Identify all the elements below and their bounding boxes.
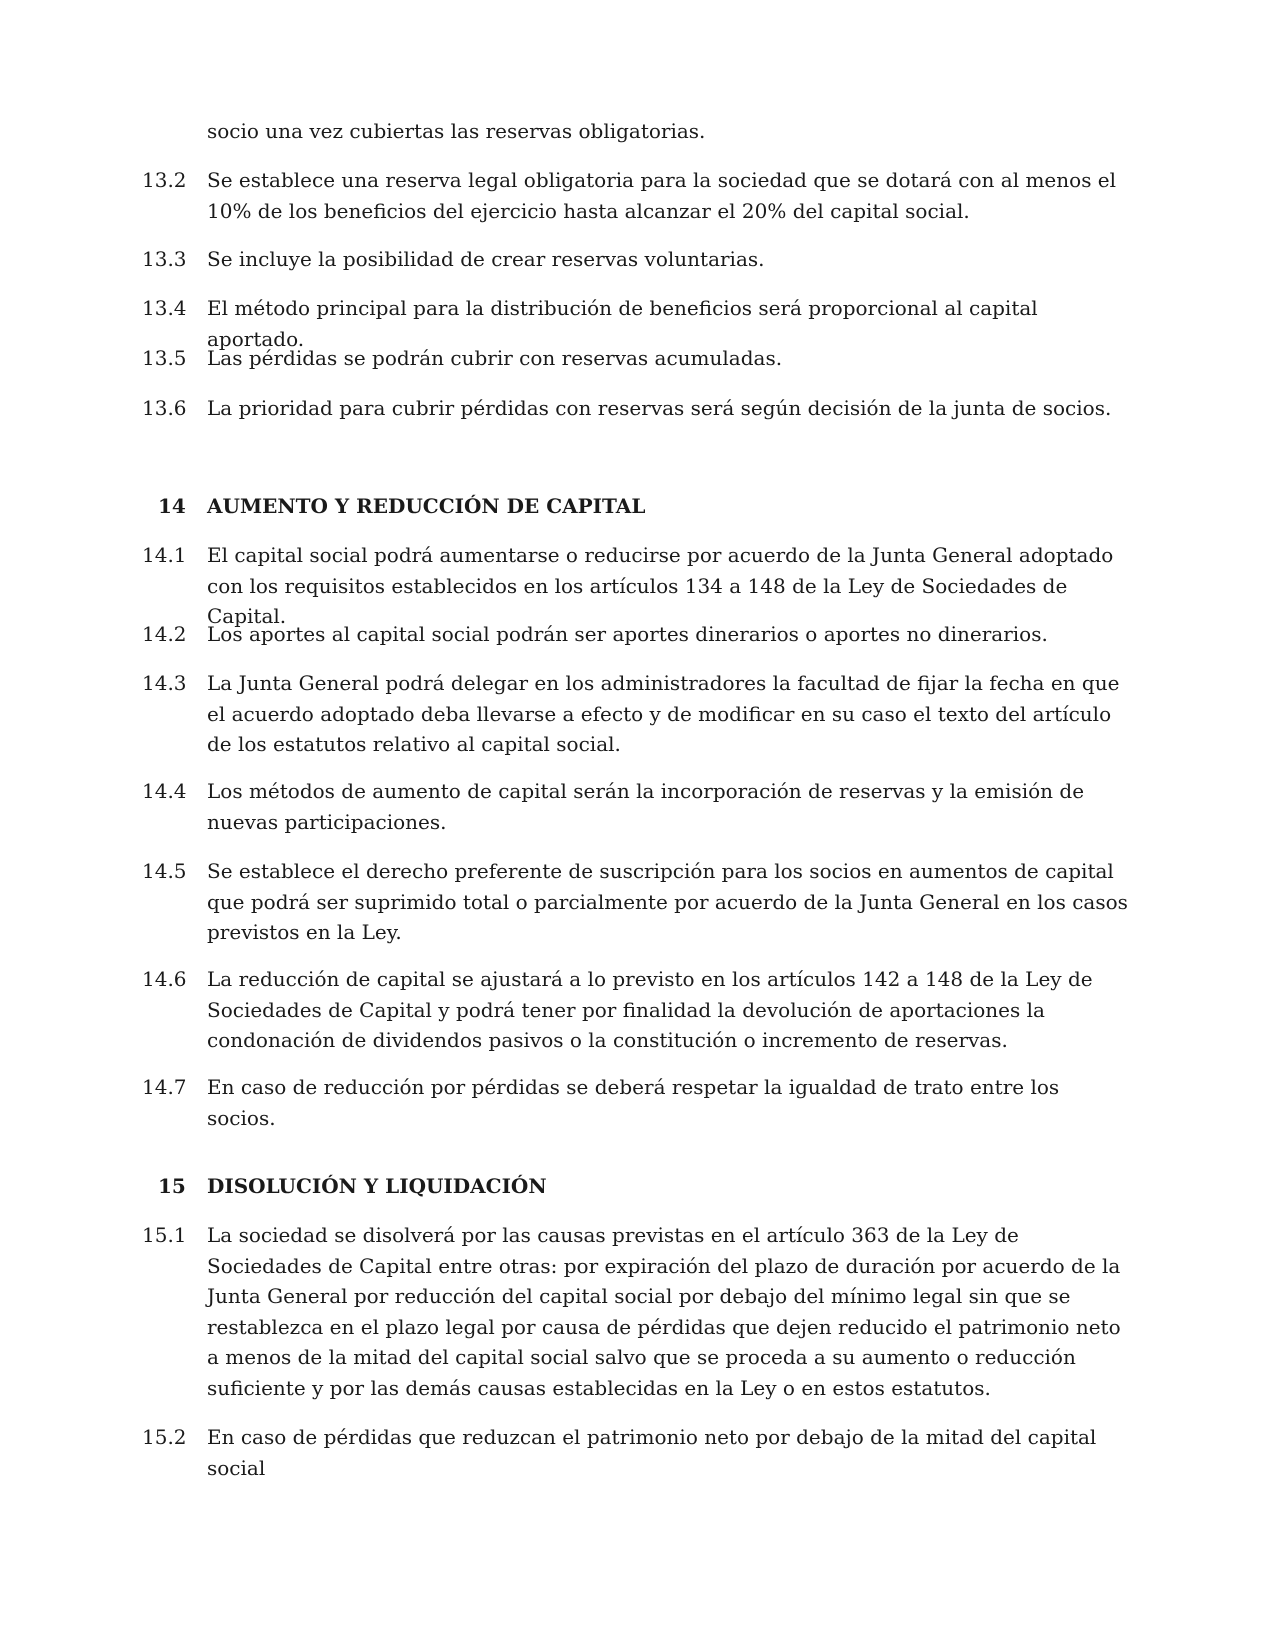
clause-text: El capital social podrá aumentarse o reducirse por acuerdo de la Junta General adoptado con los requisitos establecidos en los artículos 134 a 148 de la Ley de Sociedades de Capital. — [207, 543, 1114, 628]
clause-text: Se establece una reserva legal obligatoria para la sociedad que se dotará con al menos el 10% de los beneficios del ejercicio hasta alcanzar el 20% del capital social. — [207, 168, 1117, 223]
paragraph-text: socio una vez cubiertas las reservas obligatorias. — [207, 119, 706, 143]
clause-number: 14.4 — [142, 779, 187, 803]
section-number: 15 — [158, 1174, 186, 1198]
clause-number: 13.6 — [142, 396, 187, 420]
clause-text: El método principal para la distribución de beneficios será proporcional al capital aportado. — [207, 296, 1038, 351]
section-title: AUMENTO Y REDUCCIÓN DE CAPITAL — [207, 494, 646, 518]
clause-text: Los métodos de aumento de capital serán la incorporación de reservas y la emisión de nuevas participaciones. — [207, 779, 1085, 834]
clause-text: La reducción de capital se ajustará a lo previsto en los artículos 142 a 148 de la Ley de Sociedades de Capital y podrá tener por finalidad la devolución de aportaciones la condonación de dividendos pasivos o la constitución o incremento de reservas. — [207, 967, 1093, 1052]
clause-text: Los aportes al capital social podrán ser aportes dinerarios o aportes no dinerarios. — [207, 622, 1048, 646]
clause-number: 14.2 — [142, 622, 187, 646]
clause-text: Las pérdidas se podrán cubrir con reservas acumuladas. — [207, 346, 783, 370]
clause-number: 13.5 — [142, 346, 187, 370]
clause-number: 14.7 — [142, 1075, 187, 1099]
clause-number: 15.2 — [142, 1425, 187, 1449]
clause-number: 14.5 — [142, 859, 187, 883]
clause-text: En caso de pérdidas que reduzcan el patrimonio neto por debajo de la mitad del capital social — [207, 1425, 1097, 1480]
clause-text: La sociedad se disolverá por las causas previstas en el artículo 363 de la Ley de Sociedades de Capital entre otras: por expiración del plazo de duración por acuerdo de la Junta General por reducción del capital social por debajo del mínimo legal sin que se restablezca en el plazo legal por causa de pérdidas que dejen reducido el patrimonio neto a menos de la mitad del capital social salvo que se proceda a su aumento o reducción suficiente y por las demás causas establecidas en la Ley o en estos estatutos. — [207, 1223, 1121, 1400]
section-number: 14 — [158, 494, 186, 518]
section-title: DISOLUCIÓN Y LIQUIDACIÓN — [207, 1174, 547, 1198]
clause-text: La prioridad para cubrir pérdidas con reservas será según decisión de la junta de socios. — [207, 396, 1112, 420]
clause-text: La Junta General podrá delegar en los administradores la facultad de fijar la fecha en que el acuerdo adoptado deba llevarse a efecto y de modificar en su caso el texto del artículo de los estatutos relativo al capital social. — [207, 671, 1120, 756]
clause-number: 15.1 — [142, 1223, 187, 1247]
clause-number: 13.2 — [142, 168, 187, 192]
clause-number: 14.3 — [142, 671, 187, 695]
clause-number: 14.1 — [142, 543, 187, 567]
clause-text: Se establece el derecho preferente de suscripción para los socios en aumentos de capital que podrá ser suprimido total o parcialmente por acuerdo de la Junta General en los casos previstos en la Ley. — [207, 859, 1128, 944]
clause-number: 13.4 — [142, 296, 187, 320]
clause-text: Se incluye la posibilidad de crear reservas voluntarias. — [207, 247, 765, 271]
clause-number: 14.6 — [142, 967, 187, 991]
clause-number: 13.3 — [142, 247, 187, 271]
clause-text: En caso de reducción por pérdidas se deberá respetar la igualdad de trato entre los socios. — [207, 1075, 1060, 1130]
